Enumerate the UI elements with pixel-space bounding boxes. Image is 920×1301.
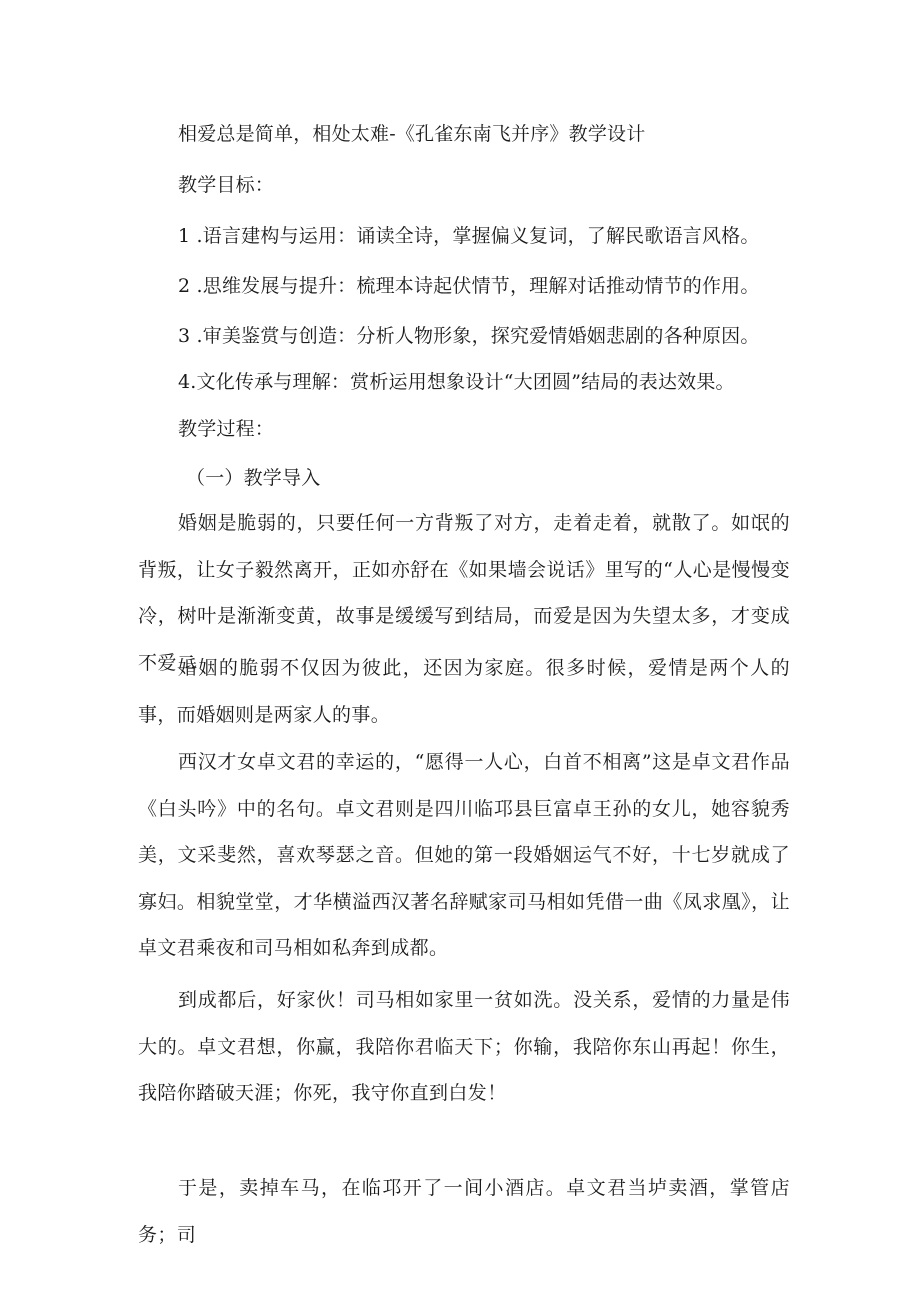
section-heading: （一）教学导入	[186, 467, 321, 489]
document-title: 相爱总是简单，相处太难-《孔雀东南飞并序》教学设计	[178, 123, 646, 145]
objective-item: 4.文化传承与理解：赏析运用想象设计“大团圆”结局的表达效果。	[178, 371, 735, 393]
body-paragraph: 西汉才女卓文君的幸运的，“愿得一人心，白首不相离”这是卓文君作品《白头吟》中的名句。卓文君则是四川临邛县巨富卓王孙的女儿，她容貌秀美，文采斐然，喜欢琴瑟之音。但她的第一段婚姻运气不好，十七岁就成了寡妇。相貌堂堂，才华横溢西汉著名辞赋家司马相如凭借一曲《凤求凰》，让卓文君乘夜和司马相如私奔到成都。	[138, 751, 790, 959]
objective-item: 2 .思维发展与提升：梳理本诗起伏情节，理解对话推动情节的作用。	[178, 275, 760, 297]
process-heading: 教学过程：	[178, 418, 275, 440]
body-paragraph: 婚姻是脆弱的，只要任何一方背叛了对方，走着走着，就散了。如氓的背叛，让女子毅然离开，正如亦舒在《如果墙会说话》里写的“人心是慢慢变冷，树叶是渐渐变黄，故事是缓缓写到结局，而爱是因为失望太多，才变成不爱二	[138, 512, 790, 674]
objectives-heading: 教学目标：	[178, 174, 275, 196]
body-paragraph: 于是，卖掉车马，在临邛开了一间小酒店。卓文君当垆卖酒，掌管店务；司	[138, 1177, 790, 1246]
body-paragraph: 到成都后，好家伙！司马相如家里一贫如洗。没关系，爱情的力量是伟大的。卓文君想，你赢，我陪你君临天下；你输，我陪你东山再起！你生，我陪你踏破天涯；你死，我守你直到白发！	[138, 989, 790, 1104]
objective-item: 3 .审美鉴赏与创造：分析人物形象，探究爱情婚姻悲剧的各种原因。	[178, 325, 760, 347]
body-paragraph: 婚姻的脆弱不仅因为彼此，还因为家庭。很多时候，爱情是两个人的事，而婚姻则是两家人的事。	[138, 657, 790, 726]
objective-item: 1 .语言建构与运用：诵读全诗，掌握偏义复词，了解民歌语言风格。	[178, 225, 760, 247]
